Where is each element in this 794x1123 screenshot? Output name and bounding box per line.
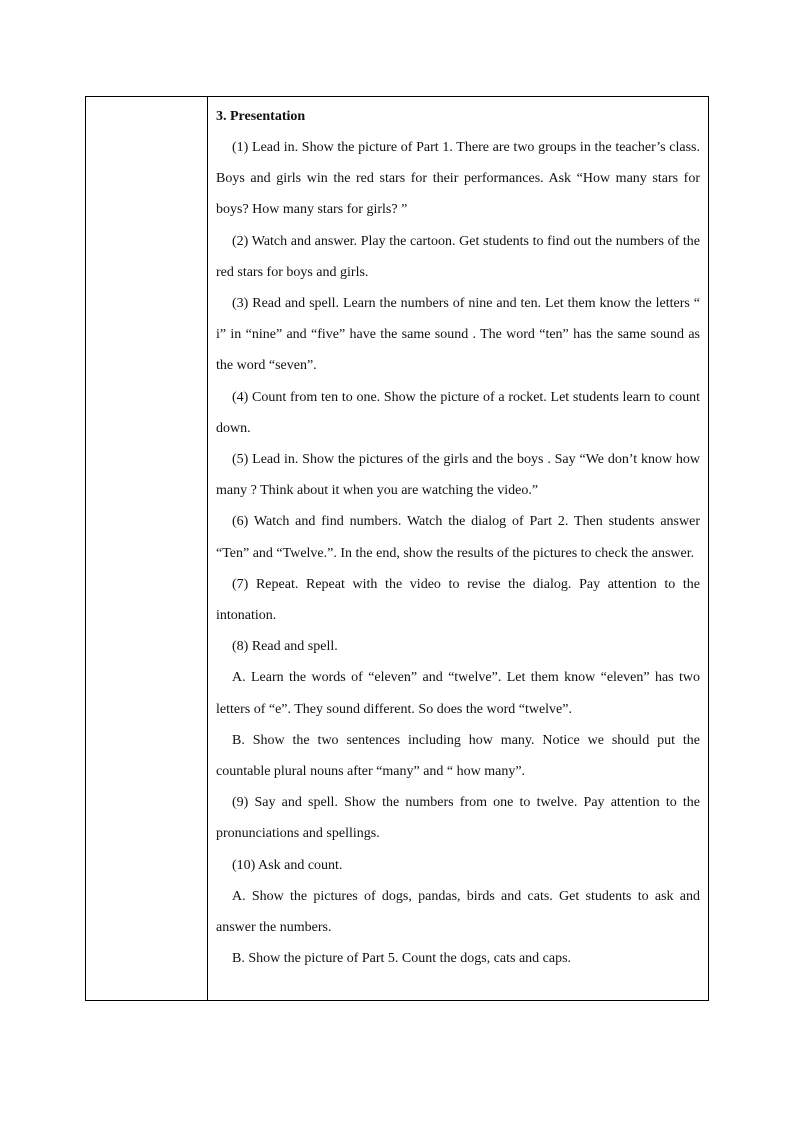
paragraph-10b: B. Show the picture of Part 5. Count the dogs, cats and caps. [232,951,572,967]
paragraph-8: (8) Read and spell. [232,639,338,655]
paragraph-10a: A. Show the pictures of dogs, pandas, birds and cats. Get students to ask and answer the numbers. [216,888,700,936]
paragraph-6: (6) Watch and find numbers. Watch the dialog of Part 2. Then students answer “Ten” and “Twelve.”. In the end, show the results of the pictures to check the answer. [216,514,700,561]
left-empty-cell [86,97,208,1000]
paragraph-9: (9) Say and spell. Show the numbers from one to twelve. Pay attention to the pronunciations and spellings. [216,795,700,842]
lesson-table [85,96,709,1001]
paragraph-7: (7) Repeat. Repeat with the video to revise the dialog. Pay attention to the intonation. [216,576,700,624]
paragraph-10: (10) Ask and count. [232,857,343,873]
paragraph-8b: B. Show the two sentences including how many. Notice we should put the countable plural nouns after “many” and “ how many”. [216,732,700,780]
presentation-cell [208,97,708,1000]
section-title: 3. Presentation [216,109,306,124]
paragraph-3: (3) Read and spell. Learn the numbers of nine and ten. Let them know the letters “ i” in “nine” and “five” have the same sound . The word “ten” has the same sound as the word “seven”. [216,296,700,374]
paragraph-2: (2) Watch and answer. Play the cartoon. Get students to find out the numbers of the red stars for boys and girls. [216,233,700,280]
paragraph-5: (5) Lead in. Show the pictures of the girls and the boys . Say “We don’t know how many ? Think about it when you are watching the video.” [216,452,700,499]
paragraph-4: (4) Count from ten to one. Show the picture of a rocket. Let students learn to count down. [216,389,700,436]
paragraph-1: (1) Lead in. Show the picture of Part 1. There are two groups in the teacher’s class. Boys and girls win the red stars for their performances. Ask “How many stars for boys? How many stars for girls? ” [216,140,700,218]
paragraph-8a: A. Learn the words of “eleven” and “twelve”. Let them know “eleven” has two letters of “e”. They sound different. So does the word “twelve”. [216,670,700,717]
